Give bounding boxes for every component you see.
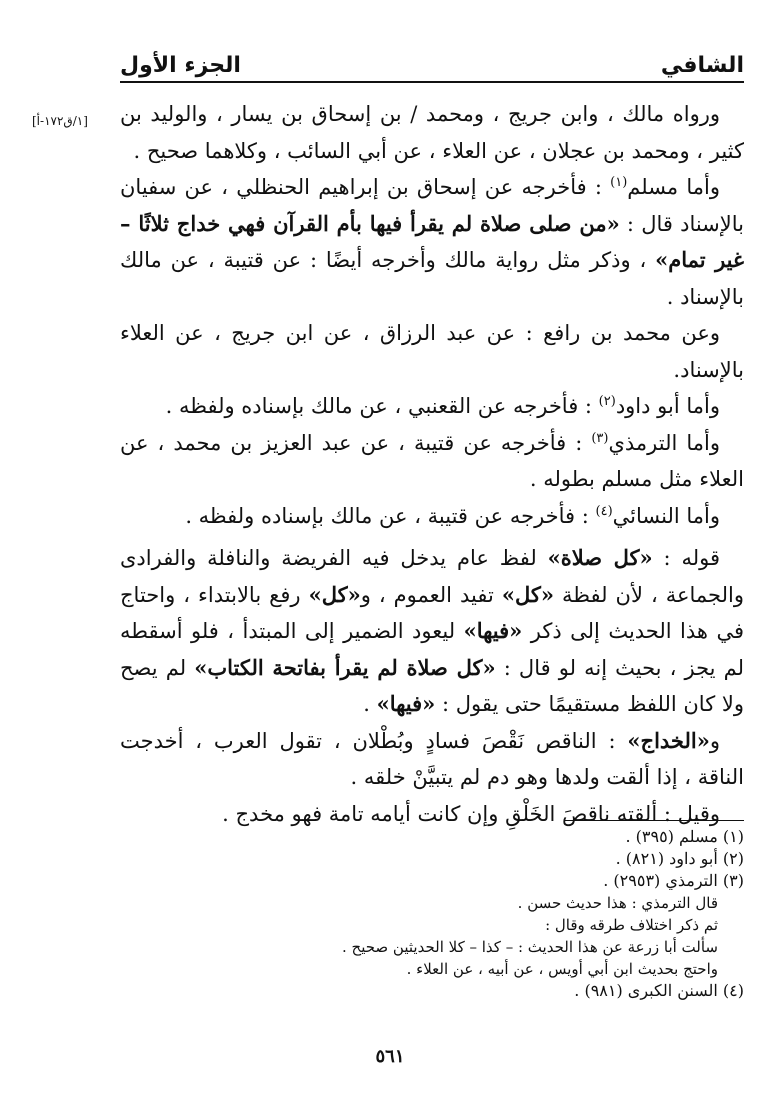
page-number: ٥٦١ (375, 1046, 405, 1067)
keyword: «كل صلاة» (547, 545, 653, 570)
keyword: «كل صلاة لم يقرأ بفاتحة الكتاب» (194, 654, 496, 680)
footnote-marker: (٣) (591, 430, 609, 446)
footnote: (٢) أبو داود (٨٢١) . (615, 849, 744, 868)
main-text (120, 96, 744, 832)
paragraph: قوله : «كل صلاة» لفظ عام يدخل فيه الفريضة والنافلة والفرادى والجماعة ، لأن لفظة «كل» تفيد العموم ، و«كل» رفع بالابتداء ، واحتاج في هذا الحديث إلى ذكر «فيها» ليعود الضمير إلى المبتدأ ، فلو أسقطه لم يجز ، بحيث إنه لو قال : «كل صلاة لم يقرأ بفاتحة الكتاب» لم يصح ولا كان اللفظ مستقيمًا حتى يقول : «فيها» . (120, 545, 744, 716)
footnote-detail: واحتج بحديث ابن أبي أويس ، عن أبيه ، عن العلاء . (406, 960, 718, 978)
paragraph: وأما النسائي$^{(٤)}$ : فأخرجه عن قتيبة ، عن مالك بإسناده ولفظه . (185, 503, 720, 528)
keyword: «فيها» (463, 618, 523, 643)
footnote: (١) مسلم (٣٩٥) . (625, 827, 744, 846)
footnote-detail: ثم ذكر اختلاف طرقه وقال : (545, 916, 718, 934)
paragraph: وعن محمد بن رافع : عن عبد الرزاق ، عن ابن جريج ، عن العلاء بالإسناد. (120, 321, 744, 382)
paragraph: وأما أبو داود$^{(٢)}$ : فأخرجه عن القعنبي ، عن مالك بإسناده ولفظه . (165, 394, 720, 418)
book-title: الشافي (660, 53, 744, 78)
footnote-separator (564, 820, 744, 821)
footnote-marker: (٤) (595, 503, 613, 519)
footnote-detail: سألت أبا زرعة عن هذا الحديث : – كذا – كلا الحديثين صحيح . (342, 938, 718, 956)
keyword: «كل» (308, 581, 361, 607)
footnote: (٣) الترمذي (٢٩٥٣) . (603, 871, 744, 890)
hadith-quote: «من صلى صلاة لم يقرأ فيها بأم القرآن فهي خداج ثلاثًا – غير تمام» (120, 210, 744, 272)
paragraph: وأما مسلم$^{(١)}$ : فأخرجه عن إسحاق بن إبراهيم الحنظلي ، عن سفيان بالإسناد قال : «من صلى صلاة لم يقرأ فيها بأم القرآن فهي خداج ثلاثًا – غير تمام» ، وذكر مثل رواية مالك وأخرجه أيضًا : عن قتيبة ، عن مالك بالإسناد . (120, 175, 745, 309)
footnote-detail: قال الترمذي : هذا حديث حسن . (517, 894, 718, 912)
paragraph: وقيل : ألقته ناقصَ الخَلْقِ وإن كانت أيامه تامة فهو مخدج . (222, 801, 720, 826)
footnotes (120, 826, 744, 1002)
paragraph: و«الخداج» : الناقص نَقْصَ فسادٍ وبُطْلان ، تقول العرب ، أخدجت الناقة ، إذا ألقت ولدها وهو دم لم يتبيَّنْ خلقه . (120, 727, 744, 789)
footnote-marker: (٢) (598, 394, 616, 409)
part-label: الجزء الأول (120, 53, 241, 78)
keyword: «كل» (501, 581, 555, 607)
keyword: «الخداج» (627, 727, 710, 753)
paragraph: وأما الترمذي$^{(٣)}$ : فأخرجه عن قتيبة ، عن عبد العزيز بن محمد ، عن العلاء مثل مسلم بطوله . (120, 430, 744, 491)
manuscript-folio-note: [١/ق١٧٢-أ] (32, 114, 88, 128)
running-header (120, 38, 744, 78)
footnote-marker: (١) (610, 175, 628, 190)
footnote: (٤) السنن الكبرى (٩٨١) . (574, 981, 744, 1000)
header-rule (120, 81, 744, 83)
paragraph: ورواه مالك ، وابن جريج ، ومحمد / بن إسحاق بن يسار ، والوليد بن كثير ، ومحمد بن عجلان ، عن العلاء ، عن أبي السائب ، وكلاهما صحيح . (120, 102, 744, 163)
keyword: «فيها» (376, 691, 436, 716)
